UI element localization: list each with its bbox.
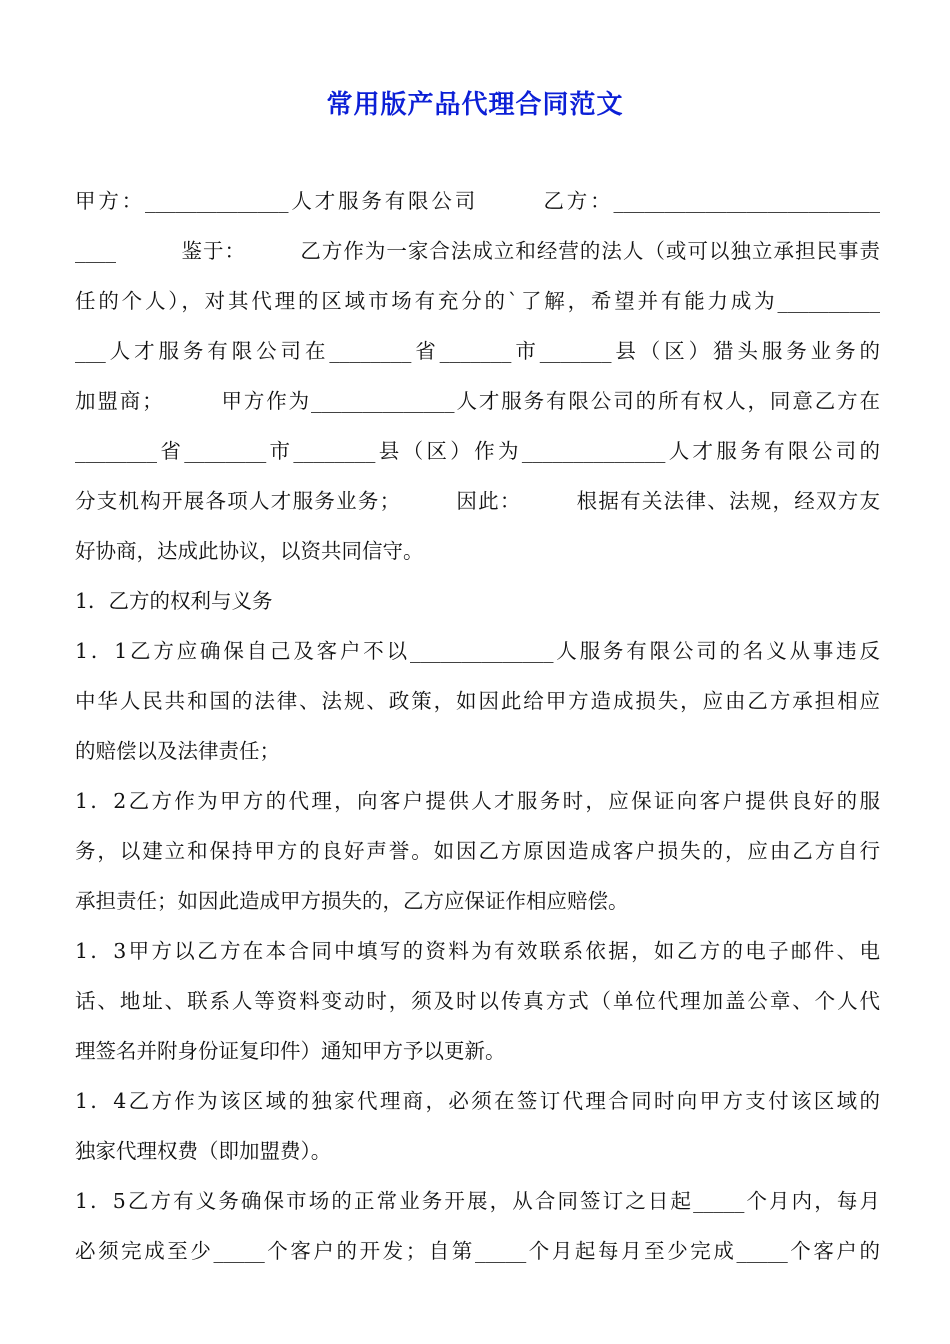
text-line: 务，以建立和保持甲方的良好声誉。如因乙方原因造成客户损失的，应由乙方自行 xyxy=(75,839,880,863)
text-line: 分支机构开展各项人才服务业务； 因此： 根据有关法律、法规，经双方友 xyxy=(75,489,880,513)
text-line: ________省________市________县（区）作为______________人才服务有限公司的 xyxy=(75,439,880,463)
text-line: 1．2乙方作为甲方的代理，向客户提供人才服务时，应保证向客户提供良好的服 xyxy=(75,789,880,813)
text-line: 中华人民共和国的法律、法规、政策，如因此给甲方造成损失，应由乙方承担相应 xyxy=(75,689,880,713)
text-line: ____ 鉴于： 乙方作为一家合法成立和经营的法人（或可以独立承担民事责 xyxy=(75,239,880,263)
text-line: 加盟商； 甲方作为______________人才服务有限公司的所有权人，同意乙方在 xyxy=(75,389,880,413)
text-line: 任的个人），对其代理的区域市场有充分的`了解，希望并有能力成为__________ xyxy=(75,289,880,313)
text-line: 好协商，达成此协议，以资共同信守。 xyxy=(75,539,424,563)
text-line: 1．5乙方有义务确保市场的正常业务开展，从合同签订之日起_____个月内，每月 xyxy=(75,1189,880,1213)
text-line: 甲方：______________人才服务有限公司 乙方：__________________________ xyxy=(75,189,880,213)
text-line: 1．3甲方以乙方在本合同中填写的资料为有效联系依据，如乙方的电子邮件、电 xyxy=(75,939,880,963)
text-line: ___人才服务有限公司在________省_______市_______县（区）猎头服务业务的 xyxy=(75,339,880,363)
text-line: 独家代理权费（即加盟费）。 xyxy=(75,1139,332,1163)
text-line: 的赔偿以及法律责任； xyxy=(75,739,280,763)
section-heading: 1．乙方的权利与义务 xyxy=(75,589,273,613)
text-line: 承担责任；如因此造成甲方损失的，乙方应保证作相应赔偿。 xyxy=(75,889,629,913)
document-body xyxy=(75,180,880,1280)
text-line: 1．4乙方作为该区域的独家代理商，必须在签订代理合同时向甲方支付该区域的 xyxy=(75,1089,880,1113)
text-line: 理签名并附身份证复印件）通知甲方予以更新。 xyxy=(75,1039,506,1063)
text-line: 1．1乙方应确保自己及客户不以______________人服务有限公司的名义从事违反 xyxy=(75,639,880,663)
document-title: 常用版产品代理合同范文 xyxy=(326,90,624,120)
text-line: 话、地址、联系人等资料变动时，须及时以传真方式（单位代理加盖公章、个人代 xyxy=(75,989,880,1013)
text-line: 必须完成至少_____个客户的开发；自第_____个月起每月至少完成_____个客户的 xyxy=(75,1239,880,1263)
